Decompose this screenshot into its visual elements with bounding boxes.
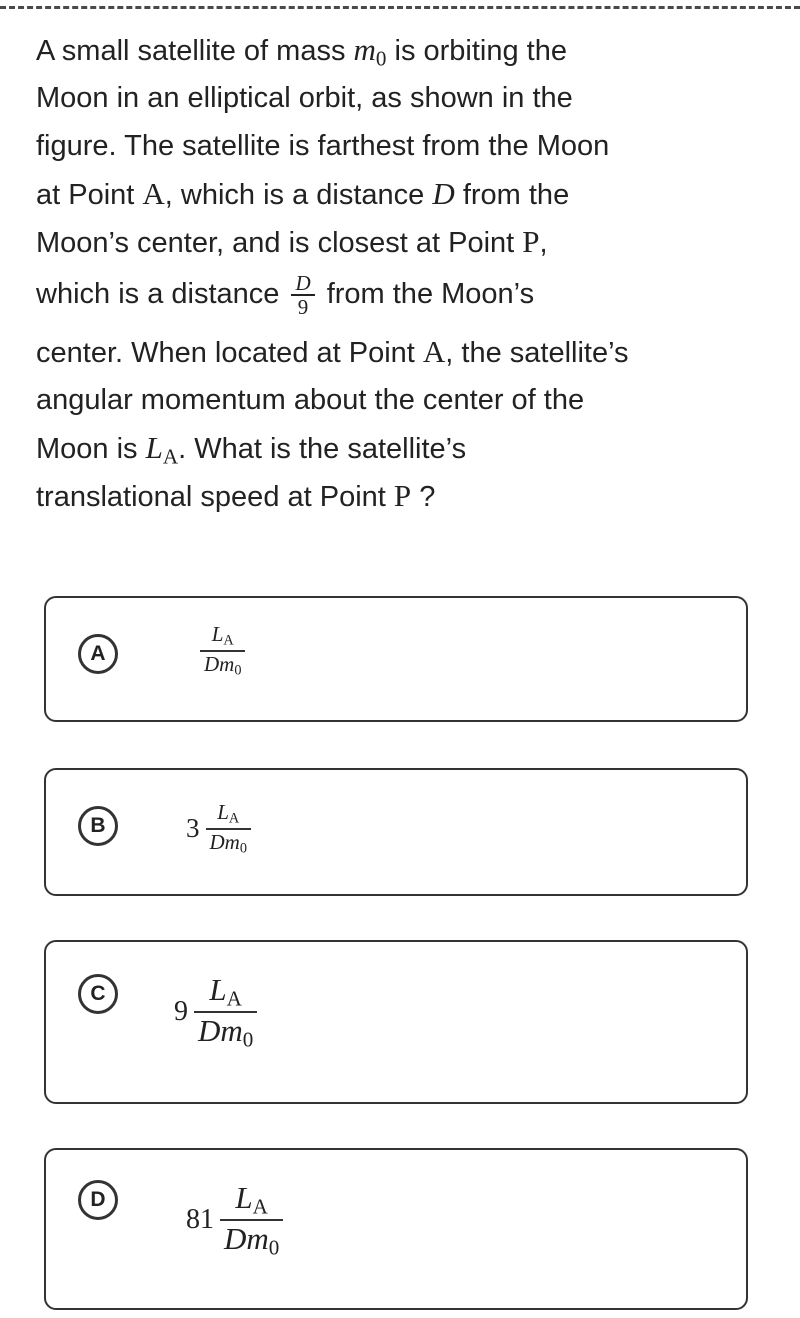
distance-fraction: $\frac{D}{9}$ — [291, 272, 314, 318]
top-dashed-divider — [0, 6, 800, 9]
question-line-8: angular momentum about the center of the — [36, 384, 585, 416]
question-line-7: center. When located at Point A, the satellite’s — [36, 334, 629, 369]
choice-c-expression: 9 $\frac{L_A}{Dm_0}$ — [174, 972, 261, 1053]
point-a-label: A — [142, 176, 165, 211]
question-line-5: Moon’s center, and is closest at Point P, — [36, 224, 548, 259]
choice-d-letter-badge: D — [78, 1180, 118, 1220]
choice-b-letter-badge: B — [78, 806, 118, 846]
choice-b-expression: 3 $\frac{L_A}{Dm_0}$ — [186, 800, 255, 857]
choice-a-letter-badge: A — [78, 634, 118, 674]
question-line-9: Moon is $L_A$. What is the satellite’s — [36, 430, 467, 469]
question-line-3: figure. The satellite is farthest from the Moon — [36, 130, 610, 162]
choice-c-letter-badge: C — [78, 974, 118, 1014]
question-line-6: which is a distance $\frac{D}{9}$ from the Moon’s — [36, 271, 535, 320]
question-text — [36, 26, 776, 520]
distance-variable: D — [432, 176, 455, 211]
choice-d[interactable] — [44, 1148, 748, 1310]
question-line-10: translational speed at Point P ? — [36, 478, 436, 513]
question-line-2: Moon in an elliptical orbit, as shown in the — [36, 82, 573, 114]
choice-a[interactable] — [44, 596, 748, 722]
point-p-label: P — [522, 224, 540, 259]
mass-variable: $m_0$ — [353, 32, 387, 71]
question-line-1: A small satellite of mass $m_0$ is orbiting the — [36, 32, 567, 71]
choice-b[interactable] — [44, 768, 748, 896]
angular-momentum-variable: $L_A$ — [145, 430, 179, 469]
choice-c[interactable] — [44, 940, 748, 1104]
choice-a-expression: $\frac{L_A}{Dm_0}$ — [194, 622, 249, 679]
choice-d-expression: 81 $\frac{L_A}{Dm_0}$ — [186, 1180, 287, 1261]
question-line-4: at Point A, which is a distance D from the — [36, 176, 570, 211]
